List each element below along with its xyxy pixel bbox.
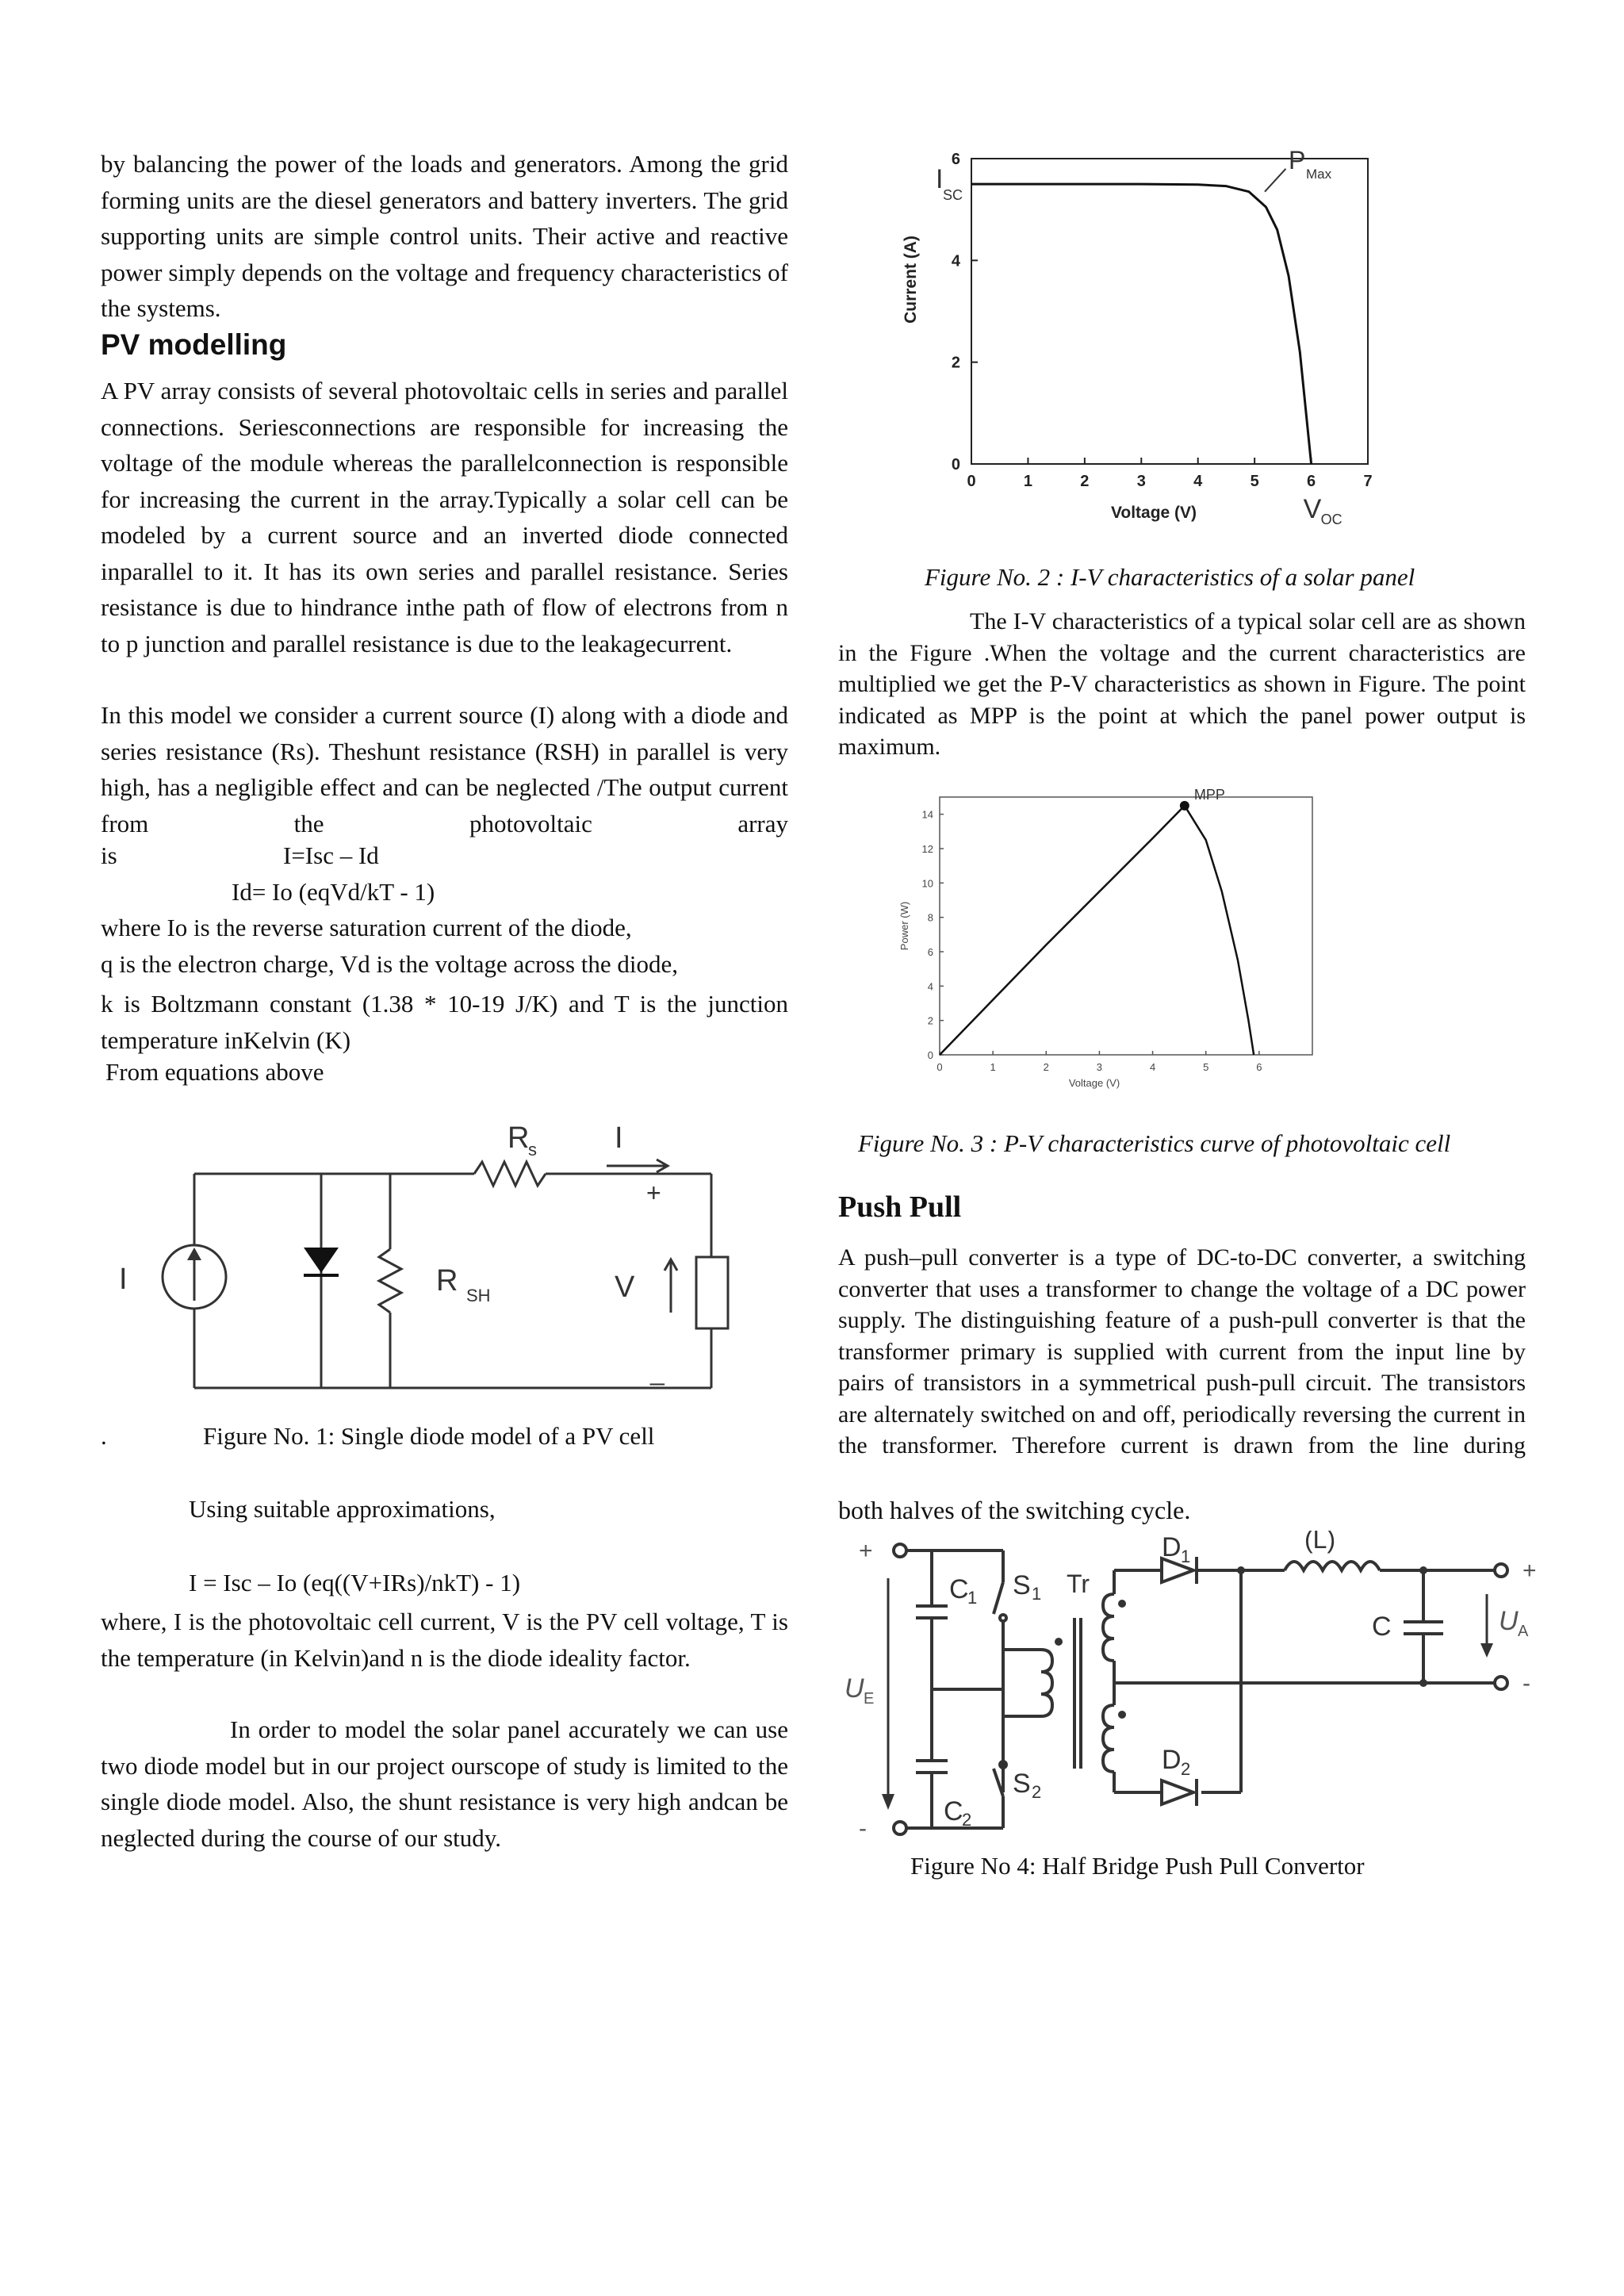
plot-frame	[940, 797, 1312, 1055]
c1-sub: 1	[967, 1588, 978, 1608]
single-diode-circuit	[111, 1114, 730, 1408]
equation-1: I=Isc – Id	[283, 841, 379, 869]
equation-2: Id= Io (eqVd/kT - 1)	[232, 878, 435, 906]
y-tick-label: 0	[927, 1049, 933, 1061]
ue-label: U	[845, 1673, 864, 1704]
figure-4-caption: Figure No 4: Half Bridge Push Pull Convertor	[910, 1852, 1365, 1880]
x-tick-label: 4	[1193, 473, 1203, 490]
y-axis-label: Current (A)	[902, 236, 920, 324]
source-label: I	[119, 1263, 128, 1296]
output-minus: -	[1522, 1670, 1530, 1696]
isc-sub: SC	[943, 187, 963, 204]
push-pull-circuit	[845, 1531, 1542, 1848]
rs-label: R	[508, 1121, 530, 1155]
d2-sub: 2	[1181, 1759, 1191, 1779]
model-paragraph: In order to model the solar panel accurately we can use two diode model but in our project ourscope of study is limited to the single diode model. Also, the shunt resistance is very high andcan be neglected during the course of our study.	[101, 1715, 788, 1852]
y-tick-label: 10	[921, 877, 933, 890]
voc-sub: OC	[1320, 512, 1342, 527]
x-axis-label: Voltage (V)	[1068, 1077, 1120, 1089]
isc-label: I	[936, 164, 944, 195]
figure-3-caption: Figure No. 3 : P-V characteristics curve of photovoltaic cell	[858, 1129, 1451, 1157]
x-tick-label: 5	[1250, 473, 1259, 490]
x-tick-label: 5	[1203, 1061, 1209, 1073]
x-tick-label: 0	[967, 473, 976, 490]
y-tick-label: 2	[927, 1014, 933, 1027]
c2-sub: 2	[962, 1810, 972, 1830]
where-line-3: k is Boltzmann constant (1.38 * 10-19 J/K) and T is the junction temperature inKelvin (K)	[101, 990, 788, 1054]
y-tick-label: 6	[927, 946, 933, 958]
pv-paragraph-1: A PV array consists of several photovoltaic cells in series and parallel connections. Seriesconnections are responsible for increasing the voltage of the module whereas the parallelconnection is responsible for increasing the current in the array.Typically a solar cell can be modeled by a current source and an inverted diode connected inparallel to it. It has its own series and parallel resistance. Series resistance is due to hindrance inthe path of flow of electrons from n to p junction and parallel resistance is due to the leakagecurrent.	[101, 377, 788, 657]
figure-1-dot: .	[101, 1422, 107, 1450]
push-pull-last-line: both halves of the switching cycle.	[838, 1496, 1191, 1524]
s1-sub: 1	[1032, 1584, 1042, 1604]
iv-chart	[892, 147, 1447, 543]
v-label: V	[615, 1271, 635, 1304]
y-tick-label: 8	[927, 911, 933, 924]
s2-sub: 2	[1032, 1782, 1042, 1802]
voc-label: V	[1303, 494, 1322, 524]
plot-frame	[971, 159, 1368, 464]
y-tick-label: 6	[951, 151, 960, 168]
c2-label: C	[944, 1796, 963, 1826]
x-tick-label: 0	[936, 1061, 943, 1073]
ua-label: U	[1499, 1606, 1519, 1636]
y-tick-label: 14	[921, 808, 933, 821]
c-label: C	[1372, 1612, 1392, 1642]
d1-sub: 1	[1181, 1547, 1191, 1566]
rsh-label: R	[436, 1264, 458, 1297]
where-paragraph: where, I is the photovoltaic cell current, V is the PV cell voltage, T is the temperature (in Kelvin)and n is the diode ideality factor.	[101, 1608, 788, 1672]
s1-label: S	[1013, 1570, 1031, 1600]
x-tick-label: 1	[1023, 473, 1032, 490]
pv-chart	[892, 785, 1336, 1102]
x-tick-label: 6	[1307, 473, 1316, 490]
x-tick-label: 1	[990, 1061, 996, 1073]
tr-label: Tr	[1067, 1570, 1090, 1598]
x-tick-label: 6	[1256, 1061, 1262, 1073]
x-tick-label: 3	[1096, 1061, 1103, 1073]
output-plus: +	[1522, 1558, 1537, 1584]
y-tick-label: 4	[951, 252, 960, 270]
pv-modelling-heading: PV modelling	[101, 328, 287, 361]
d1-label: D	[1162, 1532, 1182, 1562]
intro-paragraph: by balancing the power of the loads and generators. Among the grid forming units are the diesel generators and battery inverters. The grid supporting units are simple control units. Their active and reactive power simply depends on the voltage and frequency characteristics of the systems.	[101, 150, 788, 322]
minus-label: _	[650, 1357, 665, 1386]
figure-1-caption: Figure No. 1: Single diode model of a PV cell	[203, 1422, 655, 1450]
ua-sub: A	[1518, 1623, 1529, 1640]
input-minus: -	[859, 1815, 867, 1842]
equation-1-prefix: is	[101, 841, 117, 869]
push-pull-paragraph: A push–pull converter is a type of DC-to-DC converter, a switching converter that uses a transformer to change the voltage of a DC power supply. The distinguishing feature of a push-pull converter is that the transformer primary is supplied with current from the input line by pairs of transistors in a symmetrical push-pull circuit. The transistors are alternately switched on and off, periodically reversing the current in the transformer. Therefore current is drawn from the line during	[838, 1244, 1526, 1458]
y-tick-label: 2	[951, 354, 960, 372]
x-tick-label: 7	[1363, 473, 1373, 490]
figure-2-caption: Figure No. 2 : I-V characteristics of a solar panel	[925, 563, 1415, 591]
where-line-2: q is the electron charge, Vd is the voltage across the diode,	[101, 950, 679, 978]
input-plus: +	[859, 1538, 873, 1564]
y-tick-label: 12	[921, 843, 933, 855]
rs-sub: s	[528, 1140, 537, 1159]
x-tick-label: 4	[1149, 1061, 1156, 1073]
equation-3: I = Isc – Io (eq((V+IRs)/nkT) - 1)	[189, 1569, 521, 1596]
x-tick-label: 3	[1136, 473, 1146, 490]
c1-label: C	[949, 1574, 969, 1604]
s2-label: S	[1013, 1769, 1031, 1799]
where-line-1: where Io is the reverse saturation current of the diode,	[101, 914, 632, 941]
from-equations: From equations above	[105, 1058, 324, 1086]
y-tick-label: 0	[951, 456, 960, 473]
inductor-label: (L)	[1304, 1531, 1336, 1554]
y-axis-label: Power (W)	[898, 901, 910, 951]
push-pull-heading: Push Pull	[838, 1190, 962, 1224]
diode-d2-symbol	[1162, 1780, 1193, 1804]
pmax-label: P	[1289, 147, 1306, 174]
pmax-sub: Max	[1306, 166, 1332, 182]
rsh-sub: SH	[466, 1286, 491, 1305]
pmax-pointer	[1265, 169, 1285, 192]
approximations-line: Using suitable approximations,	[189, 1495, 496, 1523]
x-tick-label: 2	[1043, 1061, 1049, 1073]
x-tick-label: 2	[1080, 473, 1090, 490]
ue-sub: E	[864, 1690, 875, 1708]
pv-paragraph-2: In this model we consider a current source (I) along with a diode and series resistance (Rs). Theshunt resistance (RSH) in parallel is very high, has a negligible effect and can be neglected /The output current from the photovoltaic array	[101, 701, 788, 838]
d2-label: D	[1162, 1745, 1182, 1775]
mpp-label: MPP	[1193, 786, 1225, 803]
pv-curve	[940, 806, 1254, 1055]
y-tick-label: 4	[927, 980, 933, 993]
current-label: I	[615, 1121, 623, 1155]
x-axis-label: Voltage (V)	[1110, 504, 1197, 522]
diode-symbol	[304, 1248, 339, 1273]
mpp-point	[1180, 801, 1189, 811]
plus-label: +	[646, 1179, 661, 1207]
iv-curve	[971, 184, 1312, 464]
iv-paragraph: The I-V characteristics of a typical solar cell are as shown in the Figure .When the voltage and the current characteristics are multiplied we get the P-V characteristics as shown in Figure. The point indicated as MPP is the point at which the panel power output is maximum.	[838, 608, 1526, 760]
